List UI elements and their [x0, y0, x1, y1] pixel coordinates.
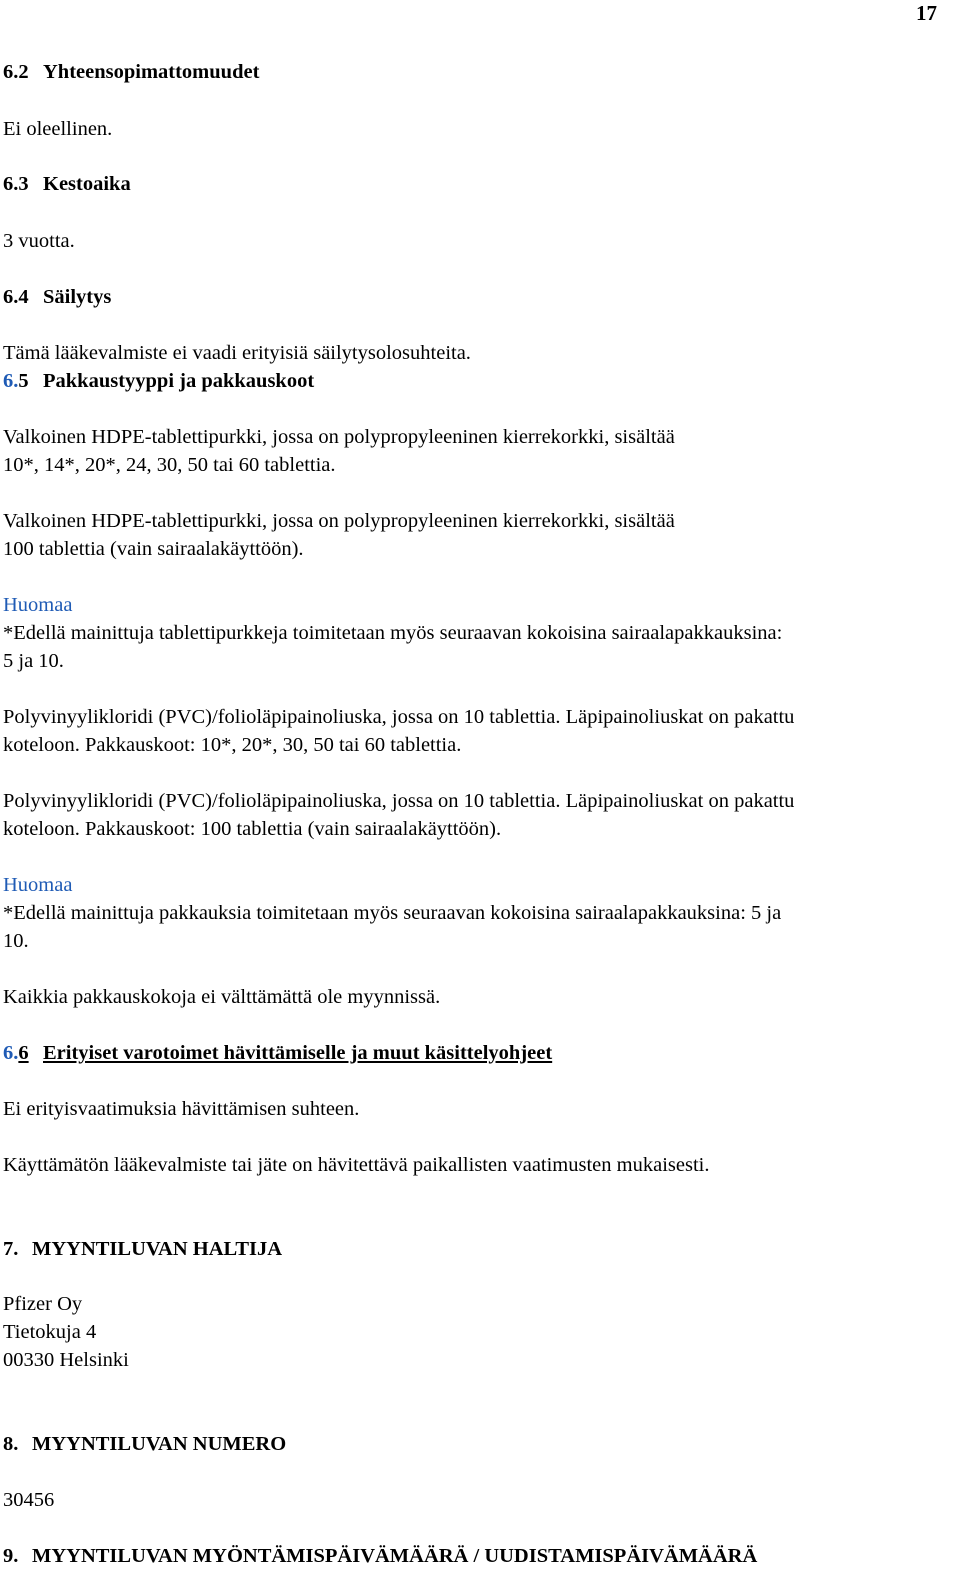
paragraph-line: Polyvinyylikloridi (PVC)/folioläpipainoliuska, jossa on 10 tablettia. Läpipainoliuskat on pakattu: [3, 790, 795, 812]
heading-number: 9.: [3, 1545, 19, 1567]
paragraph: 3 vuotta.: [3, 230, 75, 252]
heading-title: Säilytys: [43, 286, 112, 308]
heading-number: 6.3: [3, 173, 29, 195]
heading-title: MYYNTILUVAN HALTIJA: [32, 1238, 283, 1260]
heading-number-link: 6.: [3, 1042, 19, 1064]
heading-6-4: [3, 285, 111, 309]
paragraph: 30456: [3, 1489, 55, 1511]
heading-number: 6.6: [3, 1042, 29, 1064]
heading-6-2: [3, 60, 259, 84]
address-line: Tietokuja 4: [3, 1321, 97, 1343]
address-line: Pfizer Oy: [3, 1293, 83, 1315]
heading-title: Pakkaustyyppi ja pakkauskoot: [43, 370, 315, 392]
note-line: 5 ja 10.: [3, 650, 64, 672]
paragraph: Tämä lääkevalmiste ei vaadi erityisiä säilytysolosuhteita.: [3, 342, 471, 364]
paragraph: Ei erityisvaatimuksia hävittämisen suhteen.: [3, 1098, 360, 1120]
heading-section-7: [3, 1237, 282, 1261]
paragraph-line: koteloon. Pakkauskoot: 100 tablettia (vain sairaalakäyttöön).: [3, 818, 502, 840]
address-line: 00330 Helsinki: [3, 1349, 129, 1371]
heading-title: MYYNTILUVAN MYÖNTÄMISPÄIVÄMÄÄRÄ / UUDISTAMISPÄIVÄMÄÄRÄ: [32, 1545, 758, 1567]
heading-number: 7.: [3, 1238, 19, 1260]
paragraph: Ei oleellinen.: [3, 118, 113, 140]
paragraph: Käyttämätön lääkevalmiste tai jäte on hävitettävä paikallisten vaatimusten mukaisesti.: [3, 1154, 710, 1176]
heading-number: 8.: [3, 1433, 19, 1455]
heading-section-9: [3, 1544, 757, 1568]
heading-title: Erityiset varotoimet hävittämiselle ja muut käsittelyohjeet: [43, 1042, 553, 1064]
paragraph-line: 100 tablettia (vain sairaalakäyttöön).: [3, 538, 304, 560]
note-label: Huomaa: [3, 874, 73, 896]
heading-number-link: 6.: [3, 370, 19, 392]
paragraph-line: Valkoinen HDPE-tablettipurkki, jossa on polypropyleeninen kierrekorkki, sisältää: [3, 426, 675, 448]
note-label: Huomaa: [3, 594, 73, 616]
paragraph-line: koteloon. Pakkauskoot: 10*, 20*, 30, 50 tai 60 tablettia.: [3, 734, 462, 756]
heading-section-8: [3, 1432, 286, 1456]
heading-title: MYYNTILUVAN NUMERO: [32, 1433, 287, 1455]
heading-6-6: [3, 1041, 552, 1065]
note-line: *Edellä mainittuja tablettipurkkeja toimitetaan myös seuraavan kokoisina sairaalapakkauksina:: [3, 622, 783, 644]
paragraph: Kaikkia pakkauskokoja ei välttämättä ole myynnissä.: [3, 986, 441, 1008]
page-number: 17: [916, 1, 937, 25]
note-line: 10.: [3, 930, 29, 952]
paragraph-line: 10*, 14*, 20*, 24, 30, 50 tai 60 tablettia.: [3, 454, 336, 476]
heading-number: 6.2: [3, 61, 29, 83]
heading-number: 6.5: [3, 370, 29, 392]
heading-6-3: [3, 172, 131, 196]
heading-title: Kestoaika: [43, 173, 131, 195]
paragraph-line: Valkoinen HDPE-tablettipurkki, jossa on polypropyleeninen kierrekorkki, sisältää: [3, 510, 675, 532]
note-line: *Edellä mainittuja pakkauksia toimitetaan myös seuraavan kokoisina sairaalapakkauksina: 5 ja: [3, 902, 782, 924]
heading-title: Yhteensopimattomuudet: [43, 61, 260, 83]
paragraph-line: Polyvinyylikloridi (PVC)/folioläpipainoliuska, jossa on 10 tablettia. Läpipainoliuskat on pakattu: [3, 706, 795, 728]
heading-6-5: [3, 369, 314, 393]
heading-number: 6.4: [3, 286, 29, 308]
